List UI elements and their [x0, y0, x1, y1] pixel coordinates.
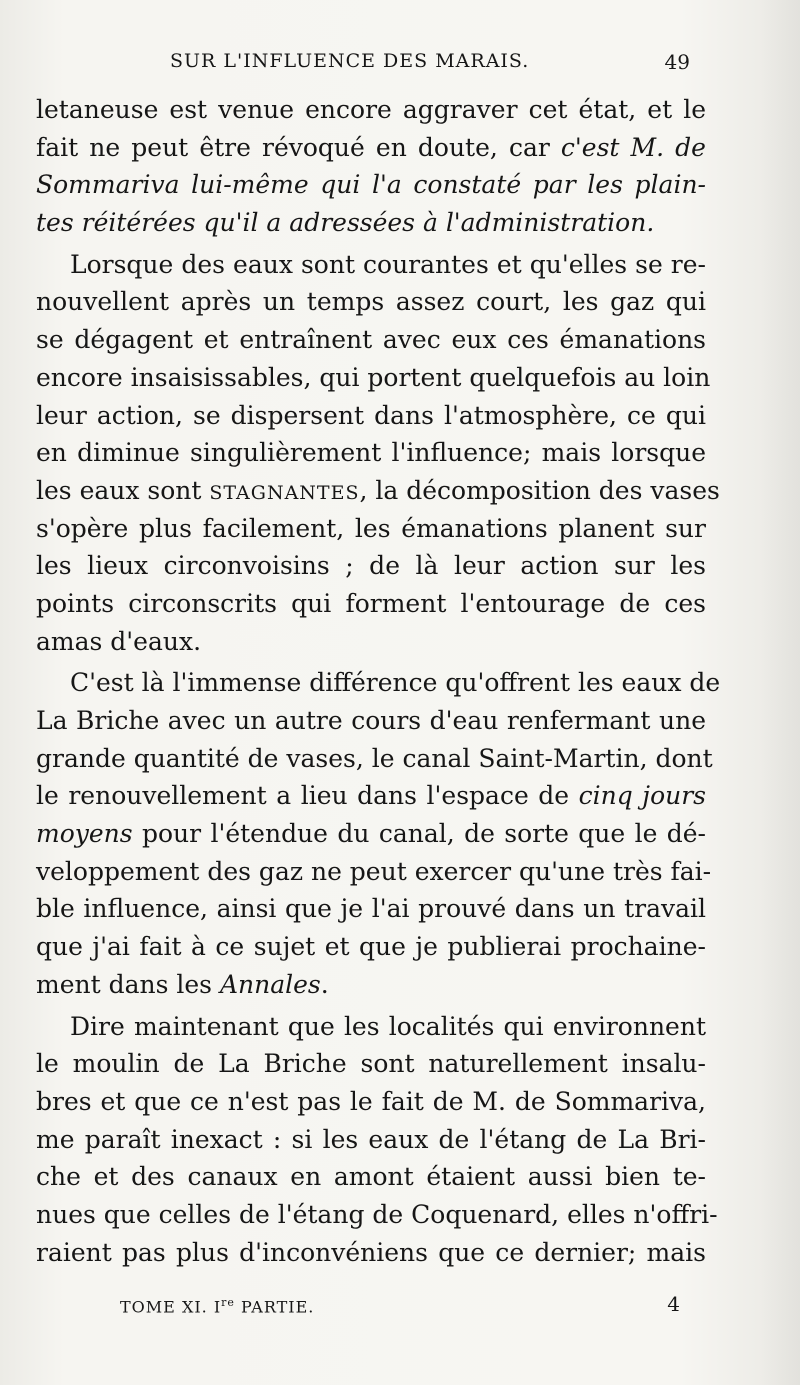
line-text: points circonscrits qui forment l'entourage de ces — [36, 588, 706, 618]
text-line — [36, 204, 706, 242]
line-text: raient pas plus d'inconvéniens que ce dernier; mais — [36, 1237, 706, 1267]
page-number: 49 — [664, 50, 690, 74]
line-text: les eaux sont — [36, 475, 210, 505]
line-text: en diminue singulièrement l'influence; mais lorsque — [36, 438, 706, 468]
italic-text: c'est M. de — [560, 132, 706, 162]
text-line — [36, 510, 706, 548]
text-line — [36, 547, 706, 585]
text-line — [36, 1196, 718, 1234]
page-edge-shadow — [760, 0, 800, 1385]
signature-number: 4 — [667, 1292, 680, 1316]
line-text: le moulin de La Briche sont naturellement insalu- — [36, 1049, 706, 1079]
text-line — [36, 321, 706, 359]
text-line — [36, 246, 706, 284]
line-text: pour l'étendue du canal, de sorte que le dé- — [132, 819, 706, 849]
text-line — [36, 1158, 706, 1196]
line-text: Lorsque des eaux sont courantes et qu'elles se re- — [70, 249, 706, 279]
italic-text: Sommariva lui-même qui l'a constaté par les plain- — [36, 170, 706, 200]
body-text — [36, 91, 721, 1271]
line-text: nouvellent après un temps assez court, les gaz qui — [36, 287, 706, 317]
line-text: grande quantité de vases, le canal Saint-Martin, dont — [36, 743, 713, 773]
line-text: se dégagent et entraînent avec eux ces émanations — [36, 325, 706, 355]
text-line — [36, 664, 721, 702]
line-text: che et des canaux en amont étaient aussi bien te- — [36, 1162, 706, 1192]
line-text: me paraît inexact : si les eaux de l'étang de La Bri- — [36, 1124, 706, 1154]
line-text: letaneuse est venue encore aggraver cet état, et le — [36, 95, 706, 124]
text-line — [36, 359, 711, 397]
line-text: , la décomposition des vases — [359, 475, 720, 505]
line-text: les lieux circonvoisins ; de là leur action sur les — [36, 551, 706, 581]
line-text: ment dans les — [36, 969, 220, 999]
text-line — [36, 815, 706, 853]
text-line — [36, 928, 706, 966]
line-text: fait ne peut être révoqué en doute, car — [36, 132, 561, 162]
signature-mark: TOME XI. Ire PARTIE. — [120, 1296, 315, 1317]
running-title: SUR L'INFLUENCE DES MARAIS. — [170, 50, 530, 72]
text-line — [36, 129, 706, 167]
line-text: bres et que ce n'est pas le fait de M. de Sommariva, — [36, 1086, 706, 1116]
text-line — [36, 434, 706, 472]
small-caps-text: STAGNANTES — [209, 481, 360, 504]
text-line — [36, 1234, 706, 1272]
text-line — [36, 702, 706, 740]
italic-text: cinq jours — [578, 781, 706, 811]
text-line — [36, 472, 720, 510]
page-header — [35, 50, 690, 80]
line-text: le renouvellement a lieu dans l'espace de — [36, 781, 579, 811]
line-text: encore insaisissables, qui portent quelquefois au loin — [36, 362, 711, 392]
text-line — [36, 283, 706, 321]
italic-text: moyens — [36, 819, 133, 849]
text-line — [36, 853, 712, 891]
text-line — [36, 777, 706, 815]
italic-text: Annales — [219, 969, 321, 999]
line-text: que j'ai fait à ce sujet et que je publierai prochaine- — [36, 932, 706, 962]
line-text: ble influence, ainsi que je l'ai prouvé dans un travail — [36, 894, 706, 924]
line-text: leur action, se dispersent dans l'atmosphère, ce qui — [36, 400, 706, 430]
text-line — [36, 585, 706, 623]
text-line — [36, 1008, 706, 1046]
line-text: nues que celles de l'étang de Coquenard, elles n'offri- — [36, 1199, 718, 1229]
text-line — [36, 623, 706, 661]
line-text: Dire maintenant que les localités qui environnent — [70, 1011, 706, 1041]
text-line — [36, 1083, 706, 1121]
text-line — [36, 740, 713, 778]
text-line — [36, 397, 706, 435]
line-text: veloppement des gaz ne peut exercer qu'une très fai- — [36, 856, 712, 886]
text-line — [36, 890, 706, 928]
text-line — [36, 1121, 706, 1159]
line-text: C'est là l'immense différence qu'offrent les eaux de — [70, 668, 721, 698]
text-line — [36, 1045, 706, 1083]
line-text: amas d'eaux. — [36, 626, 202, 656]
italic-text: tes réitérées qu'il a adressées à l'administration. — [36, 208, 655, 238]
line-text: La Briche avec un autre cours d'eau renfermant une — [36, 706, 706, 735]
text-line — [36, 966, 706, 1004]
page-footer — [120, 1290, 680, 1320]
text-line — [36, 166, 706, 204]
line-text: s'opère plus facilement, les émanations planent sur — [36, 513, 706, 543]
line-text: . — [320, 969, 329, 999]
text-line — [36, 91, 706, 129]
